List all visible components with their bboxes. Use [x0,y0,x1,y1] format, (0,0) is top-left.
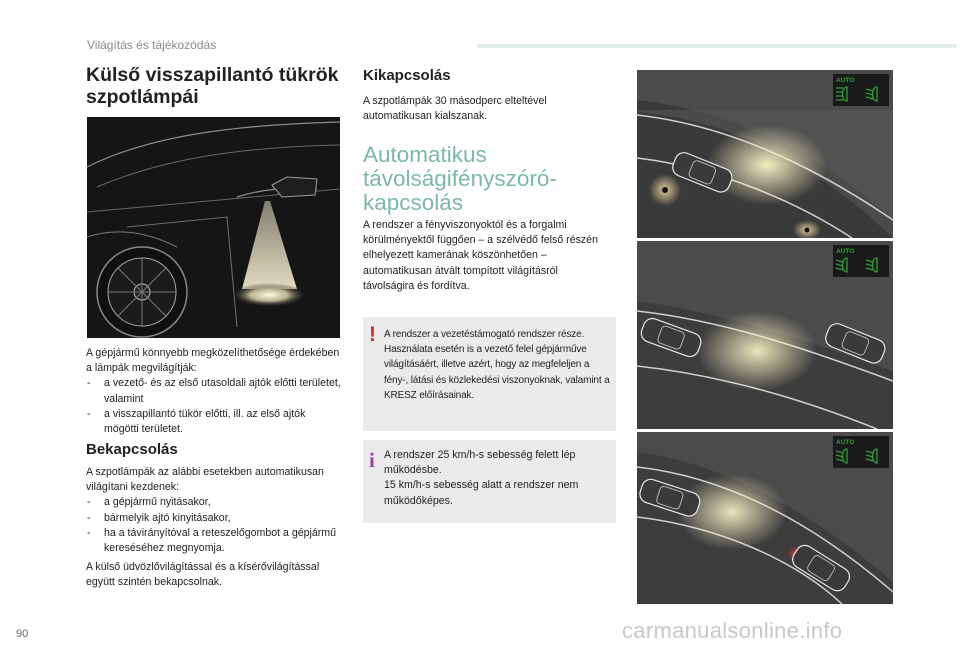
section-heading-off: Kikapcsolás [363,67,451,84]
mirror-spotlamp-illustration [87,117,340,338]
auto-high-beam-title: Automatikus távolságifényszóró-kapcsolás [363,142,557,215]
intro-text: A gépjármű könnyebb megközelíthetősége érdekében a lámpák megvilágítják: [86,347,340,375]
on-intro-text: A szpotlámpák az alábbi esetekben automatikusan világítani kezdenek: [86,466,324,494]
car-side-illustration [87,117,340,338]
auto-text: A rendszer a fényviszonyoktól és a forgalmi körülményektől függően – a szélvédő felső részén elhelyezett kamerának köszönhetően – automatikusan átvált tompított világításról távolságira és fordítva. [363,219,598,292]
warning-text: A rendszer a vezetéstámogató rendszer része. Használata esetén is a vezető felel gépjárművе világításáért, illetve azért, hogy az megfeleljen a fény-, látási és közlekedési viszonyoknak, valamint a KRESZ előírásainak. [384,329,610,401]
watermark: carmanualsonline.info [622,618,843,643]
list-item: - a visszapillantó tükör előtti, ill. az első ajtók mögötti területet. [86,407,341,437]
info-text-2: 15 km/h-s sebesség alatt a rendszer nem működőképes. [384,479,579,507]
info-icon: i [369,448,375,472]
auto-badge: AUTO [836,439,855,446]
road-illustration-1 [637,70,893,238]
section-heading-on: Bekapcsolás [86,441,178,458]
road-illustration-2 [637,241,893,429]
list-item: - a gépjármű nyitásakor, [86,495,344,510]
warning-box [363,317,616,431]
list-item: - bármelyik ajtó kinyitásakor, [86,511,344,526]
info-text-1: A rendszer 25 km/h-s sebesség felett lép működésbe. [384,449,576,477]
auto-badge: AUTO [836,77,855,84]
list-item: - a vezető- és az első utasoldali ajtók előtti területet, valamint [86,376,341,406]
on-paragraph [86,465,344,591]
intro-paragraph [86,346,341,437]
info-content [384,448,612,509]
page-number: 90 [16,628,29,640]
section-header-title: Világítás és tájékozódás [87,38,217,52]
info-box [363,440,616,523]
lit-areas-list [86,376,341,437]
off-text: A szpotlámpák 30 másodperc elteltével automatikusan kialszanak. [363,95,547,123]
road-illustration-3 [637,432,893,604]
page-title: Külső visszapillantó tükrök szpotlámpái [86,64,339,108]
auto-badge: AUTO [836,248,855,255]
closing-text: A külső üdvözlővilágítással és a kísérővilágítással együtt szintén bekapcsolnak. [86,561,320,589]
warning-icon: ! [369,323,376,346]
section-header-bar [477,44,957,48]
list-item: - ha a távirányítóval a reteszelőgombot a gépjármű kereséséhez megnyomja. [86,526,344,556]
on-conditions-list [86,495,344,556]
